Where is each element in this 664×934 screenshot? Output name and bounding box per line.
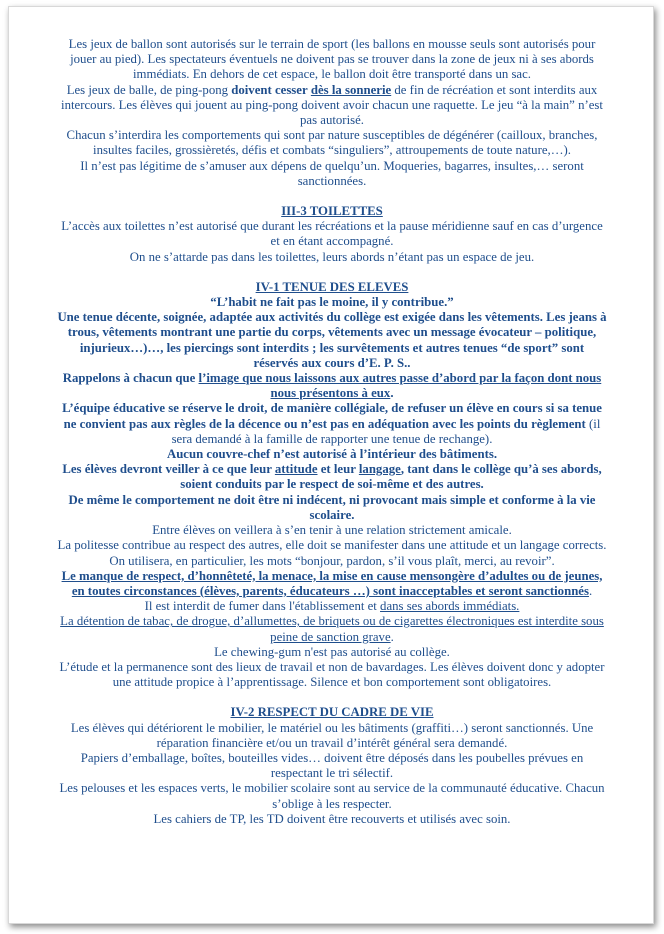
paragraph-dress-code: Une tenue décente, soignée, adaptée aux activités du collège est exigée dans les vêtements. Les jeans à trous, vêtements montrant une partie du corps, vêtements avec un message évocateur – politique, injurieux…)…, les piercings sont interdits ; les survêtements et autres tenues “de sport” sont réservés aux cours d’E. P. S.. xyxy=(57,310,607,370)
page-content xyxy=(57,37,607,827)
paragraph-mockery: Il n’est pas légitime de s’amuser aux dépens de quelqu’un. Moqueries, bagarres, insultes,… seront sanctionnées. xyxy=(80,158,584,188)
paragraph-smoking: Il est interdit de fumer dans l'établissement et dans ses abords immédiats. xyxy=(144,599,520,614)
paragraph-toilet-access: L’accès aux toilettes n’est autorisé que durant les récréations et la pause méridienne sauf en cas d’urgence et en étant accompagné. xyxy=(61,219,603,249)
document-page xyxy=(8,6,654,924)
paragraph-green-spaces: Les pelouses et les espaces verts, le mobilier scolaire sont au service de la communauté éducative. Chacun s’oblige à les respecter. xyxy=(59,781,605,811)
paragraph-notebooks: Les cahiers de TP, les TD doivent être recouverts et utilisés avec soin. xyxy=(153,811,511,826)
paragraph-words: On utilisera, en particulier, les mots “bonjour, pardon, s’il vous plaît, merci, au revoir”. xyxy=(109,553,555,568)
heading-tenue: IV-1 TENUE DES ELEVES xyxy=(255,279,409,294)
paragraph-damage: Les élèves qui détériorent le mobilier, le matériel ou les bâtiments (graffiti…) seront sanctionnés. Une réparation financière et/ou un travail d’intérêt général sera demandé. xyxy=(70,720,594,750)
paragraph-headwear: Aucun couvre-chef n’est autorisé à l’intérieur des bâtiments. xyxy=(166,447,498,462)
paragraph-waste: Papiers d’emballage, boîtes, bouteilles vides… doivent être déposés dans les poubelles prévues en respectant le tri sélectif. xyxy=(80,750,584,781)
paragraph-toilet-linger: On ne s’attarde pas dans les toilettes, leurs abords n’étant pas un espace de jeu. xyxy=(129,249,535,264)
paragraph-respect: Le manque de respect, d’honnêteté, la menace, la mise en cause mensongère d’adultes ou de jeunes, en toutes circonstances (élèves, parents, éducateurs …) sont inacceptables et seront sanctionnés. xyxy=(61,568,603,598)
paragraph-ping-pong: Les jeux de balle, de ping-pong doivent cesser dès la sonnerie de fin de récréation et sont interdits aux intercours. Les élèves qui jouent au ping-pong doivent avoir chacun une raquette. Le jeu “à la main” n’est pas autorisé. xyxy=(61,82,603,128)
paragraph-chewing-gum: Le chewing-gum n'est pas autorisé au collège. xyxy=(214,644,450,659)
paragraph-behaviour: Chacun s’interdira les comportements qui sont par nature susceptibles de dégénérer (cailloux, branches, insultes faciles, grossièretés, défis et combats “singuliers”, attroupements de toute nature,…). xyxy=(66,128,598,158)
quote-habit: “L’habit ne fait pas le moine, il y contribue.” xyxy=(210,295,454,310)
heading-toilettes: III-3 TOILETTES xyxy=(281,204,383,219)
paragraph-friendly: Entre élèves on veillera à s’en tenir à une relation strictement amicale. xyxy=(152,523,512,538)
heading-cadre-de-vie: IV-2 RESPECT DU CADRE DE VIE xyxy=(230,705,434,720)
paragraph-behaviour-decent: De même le comportement ne doit être ni indécent, ni provocant mais simple et conforme à la vie scolaire. xyxy=(68,492,596,522)
paragraph-politeness: La politesse contribue au respect des autres, elle doit se manifester dans une attitude et un langage corrects. xyxy=(57,538,607,553)
paragraph-image: Rappelons à chacun que l’image que nous laissons aux autres passe d’abord par la façon dont nous nous présentons à eux. xyxy=(62,371,602,401)
paragraph-refuse-student: L’équipe éducative se réserve le droit, de manière collégiale, de refuser un élève en cours si sa tenue ne convient pas aux règles de la décence ou n’est pas en adéquation avec les points du règlement (il sera demandé à la famille de rapporter une tenue de rechange). xyxy=(62,401,602,446)
paragraph-tobacco: La détention de tabac, de drogue, d’allumettes, de briquets ou de cigarettes électroniques est interdite sous peine de sanction grave. xyxy=(60,614,604,644)
paragraph-study: L’étude et la permanence sont des lieux de travail et non de bavardages. Les élèves doivent donc y adopter une attitude propice à l’apprentissage. Silence et bon comportement sont obligatoires. xyxy=(59,659,605,690)
paragraph-attitude: Les élèves devront veiller à ce que leur attitude et leur langage, tant dans le collège qu’à ses abords, soient conduits par le respect de soi-même et des autres. xyxy=(62,462,602,492)
paragraph-ball-games: Les jeux de ballon sont autorisés sur le terrain de sport (les ballons en mousse seuls sont autorisés pour jouer au pied). Les spectateurs éventuels ne doivent pas se trouver dans la zone de jeux ni à ses abords immédiats. En dehors de cet espace, le ballon doit être transporté dans un sac. xyxy=(68,37,596,82)
